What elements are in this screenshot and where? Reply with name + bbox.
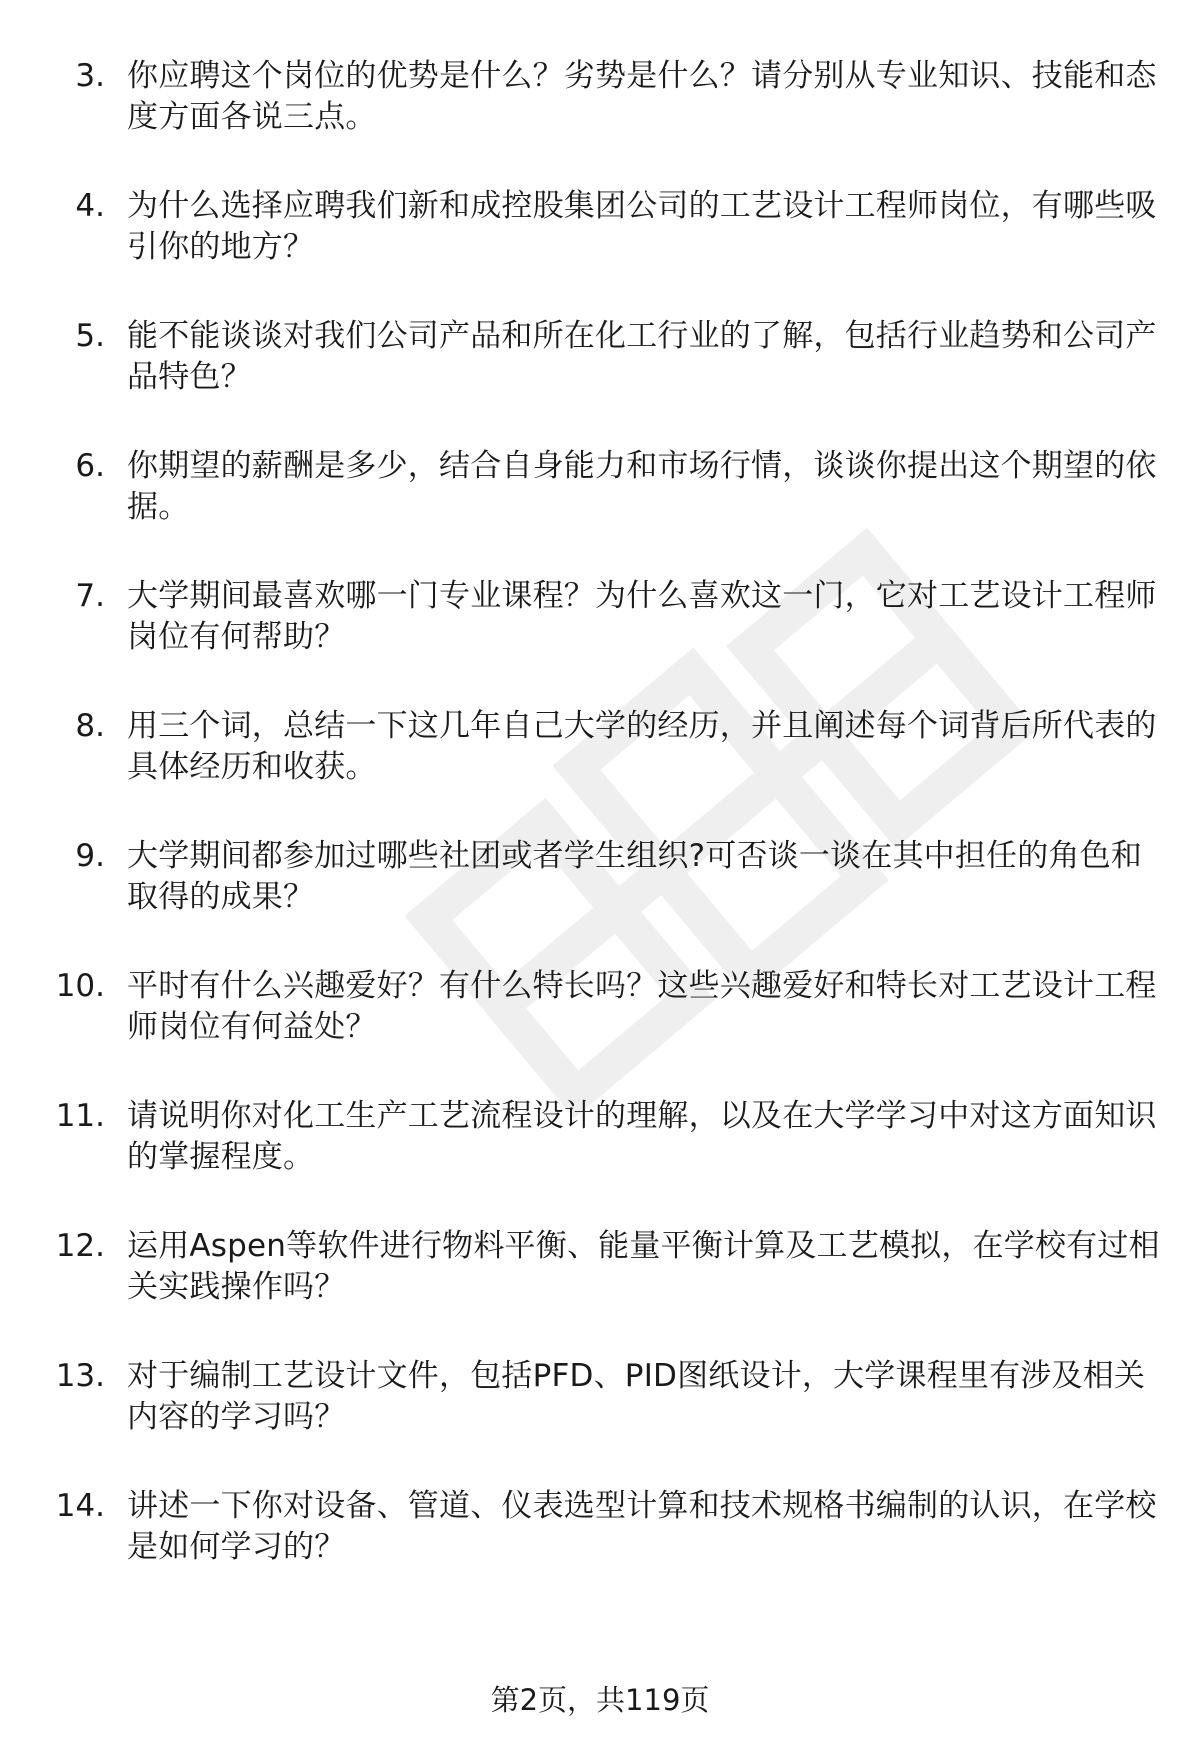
question-number: 3. — [75, 58, 105, 94]
question-item — [0, 576, 1200, 657]
question-number: 9. — [75, 838, 105, 874]
question-item — [0, 1226, 1200, 1307]
question-item — [0, 1096, 1200, 1177]
question-text: 对于编制工艺设计文件，包括PFD、PID图纸设计，大学课程里有涉及相关内容的学习吗？ — [127, 1358, 1146, 1435]
question-text: 大学期间最喜欢哪一门专业课程？为什么喜欢这一门，它对工艺设计工程师岗位有何帮助？ — [127, 578, 1157, 655]
question-item — [0, 316, 1200, 397]
question-number: 12. — [55, 1228, 105, 1264]
question-text: 请说明你对化工生产工艺流程设计的理解，以及在大学学习中对这方面知识的掌握程度。 — [127, 1098, 1157, 1175]
question-text: 平时有什么兴趣爱好？有什么特长吗？这些兴趣爱好和特长对工艺设计工程师岗位有何益处？ — [127, 968, 1157, 1045]
question-number: 13. — [55, 1358, 105, 1394]
question-text: 你期望的薪酬是多少，结合自身能力和市场行情，谈谈你提出这个期望的依据。 — [127, 448, 1157, 525]
question-number: 5. — [75, 318, 105, 354]
question-text: 运用Aspen等软件进行物料平衡、能量平衡计算及工艺模拟，在学校有过相关实践操作吗？ — [127, 1228, 1160, 1305]
question-text: 讲述一下你对设备、管道、仪表选型计算和技术规格书编制的认识，在学校是如何学习的？ — [127, 1488, 1157, 1565]
question-number: 6. — [75, 448, 105, 484]
question-item — [0, 446, 1200, 527]
question-text: 你应聘这个岗位的优势是什么？劣势是什么？请分别从专业知识、技能和态度方面各说三点。 — [127, 58, 1157, 135]
question-item — [0, 56, 1200, 137]
question-item — [0, 966, 1200, 1047]
question-number: 10. — [55, 968, 105, 1004]
question-item — [0, 706, 1200, 787]
question-number: 4. — [75, 188, 105, 224]
question-number: 8. — [75, 708, 105, 744]
question-text: 用三个词，总结一下这几年自己大学的经历，并且阐述每个词背后所代表的具体经历和收获。 — [127, 708, 1157, 785]
question-list — [0, 56, 1200, 1616]
question-text: 为什么选择应聘我们新和成控股集团公司的工艺设计工程师岗位，有哪些吸引你的地方？ — [127, 188, 1157, 265]
question-item — [0, 186, 1200, 267]
question-text: 能不能谈谈对我们公司产品和所在化工行业的了解，包括行业趋势和公司产品特色？ — [127, 318, 1157, 395]
question-number: 7. — [75, 578, 105, 614]
page-footer: 第2页，共119页 — [490, 1683, 710, 1717]
question-item — [0, 1486, 1200, 1567]
question-number: 14. — [55, 1488, 105, 1524]
question-item — [0, 836, 1200, 917]
question-text: 大学期间都参加过哪些社团或者学生组织?可否谈一谈在其中担任的角色和取得的成果？ — [127, 838, 1143, 915]
question-number: 11. — [55, 1098, 105, 1134]
question-item — [0, 1356, 1200, 1437]
